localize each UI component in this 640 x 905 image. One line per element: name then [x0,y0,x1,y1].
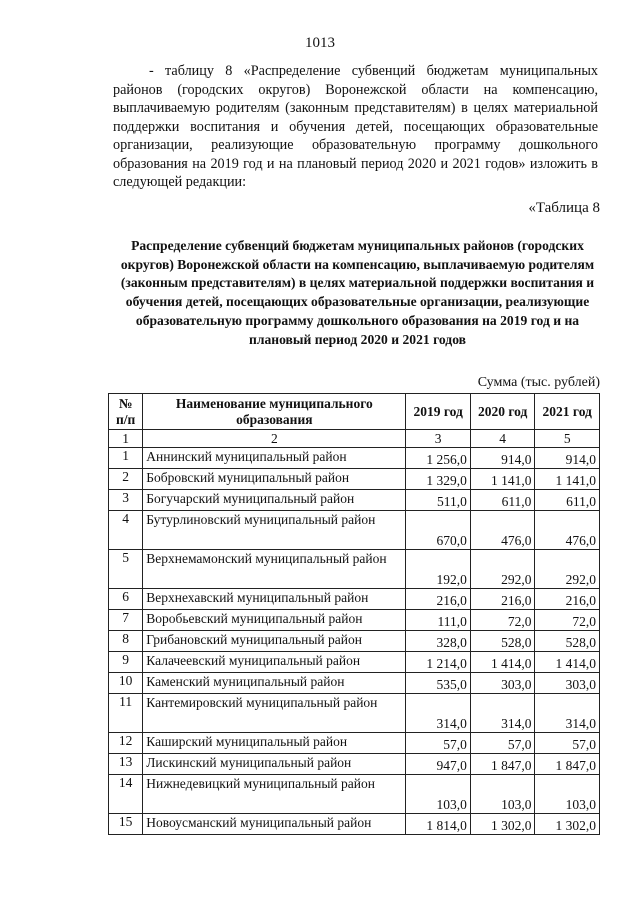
table-label: «Таблица 8 [528,200,600,216]
intro-text: - таблицу 8 «Распределение субвенций бюджетам муниципальных районов (городских округов) Воронежской области на компенсацию, выплачиваемую родителям (законным представителям) в целях материальной поддержки воспитания и обучения детей, посещающих образовательные организации, реализующие образовательную программу дошкольного образования на 2019 год и на плановый период 2020 и 2021 годов» изложить в следующей редакции: [113,63,598,190]
value-2021: 528,0 [535,631,600,652]
index-cell: 2 [143,430,406,448]
value-2021: 103,0 [535,775,600,814]
table-row [109,631,600,652]
value-2021: 216,0 [535,589,600,610]
value-2020: 314,0 [470,694,535,733]
table-row [109,448,600,469]
value-2019: 1 256,0 [406,448,471,469]
municipality-name: Грибановский муниципальный район [143,631,406,652]
row-number: 4 [109,511,143,550]
value-2020: 528,0 [470,631,535,652]
municipality-name: Кантемировский муниципальный район [143,694,406,733]
value-2019: 670,0 [406,511,471,550]
value-2019: 1 329,0 [406,469,471,490]
value-2019: 57,0 [406,733,471,754]
municipality-name: Аннинский муниципальный район [143,448,406,469]
value-2019: 1 814,0 [406,814,471,835]
row-number: 6 [109,589,143,610]
value-2021: 1 847,0 [535,754,600,775]
value-2019: 192,0 [406,550,471,589]
value-2020: 914,0 [470,448,535,469]
header-2019: 2019 год [406,394,471,430]
index-cell: 3 [406,430,471,448]
value-2021: 914,0 [535,448,600,469]
table-row [109,733,600,754]
table-row [109,652,600,673]
municipality-name: Богучарский муниципальный район [143,490,406,511]
table-body [109,448,600,835]
value-2021: 57,0 [535,733,600,754]
value-2020: 303,0 [470,673,535,694]
table-row [109,511,600,550]
value-2019: 103,0 [406,775,471,814]
value-2020: 1 302,0 [470,814,535,835]
subsidy-table [108,393,600,835]
value-2021: 314,0 [535,694,600,733]
row-number: 5 [109,550,143,589]
header-2020: 2020 год [470,394,535,430]
value-2021: 1 141,0 [535,469,600,490]
municipality-name: Бутурлиновский муниципальный район [143,511,406,550]
row-number: 10 [109,673,143,694]
row-number: 8 [109,631,143,652]
value-2019: 328,0 [406,631,471,652]
table-title: Распределение субвенций бюджетам муниципальных районов (городских округов) Воронежской области на компенсацию, выплачиваемую родителям (законным представителям) в целях материальной поддержки воспитания и обучения детей, посещающих образовательные организации, реализующие образовательную программу дошкольного образования на 2019 год и на плановый период 2020 и 2021 годов [120,238,595,347]
value-2020: 1 141,0 [470,469,535,490]
table-row [109,673,600,694]
index-cell: 5 [535,430,600,448]
row-number: 12 [109,733,143,754]
municipality-name: Новоусманский муниципальный район [143,814,406,835]
value-2021: 611,0 [535,490,600,511]
value-2019: 511,0 [406,490,471,511]
value-2021: 476,0 [535,511,600,550]
value-2020: 292,0 [470,550,535,589]
row-number: 1 [109,448,143,469]
value-2021: 303,0 [535,673,600,694]
value-2020: 611,0 [470,490,535,511]
column-index-row [109,430,600,448]
index-cell: 4 [470,430,535,448]
municipality-name: Верхнехавский муниципальный район [143,589,406,610]
value-2021: 1 414,0 [535,652,600,673]
value-2019: 535,0 [406,673,471,694]
header-name: Наименование муниципального образования [143,394,406,430]
header-2021: 2021 год [535,394,600,430]
row-number: 13 [109,754,143,775]
municipality-name: Верхнемамонский муниципальный район [143,550,406,589]
table-row [109,550,600,589]
page-number: 1013 [305,35,335,51]
table-header-row [109,394,600,430]
row-number: 3 [109,490,143,511]
value-2020: 1 847,0 [470,754,535,775]
value-2019: 314,0 [406,694,471,733]
table-row [109,775,600,814]
value-2019: 111,0 [406,610,471,631]
municipality-name: Каменский муниципальный район [143,673,406,694]
row-number: 11 [109,694,143,733]
row-number: 7 [109,610,143,631]
value-2021: 1 302,0 [535,814,600,835]
value-2021: 292,0 [535,550,600,589]
value-2020: 72,0 [470,610,535,631]
value-2020: 57,0 [470,733,535,754]
municipality-name: Воробьевский муниципальный район [143,610,406,631]
row-number: 2 [109,469,143,490]
table-row [109,589,600,610]
index-cell: 1 [109,430,143,448]
table-row [109,610,600,631]
value-2019: 947,0 [406,754,471,775]
value-2019: 1 214,0 [406,652,471,673]
value-2020: 476,0 [470,511,535,550]
row-number: 14 [109,775,143,814]
units-caption: Сумма (тыс. рублей) [477,375,600,390]
value-2019: 216,0 [406,589,471,610]
municipality-name: Нижнедевицкий муниципальный район [143,775,406,814]
intro-paragraph [113,62,598,192]
municipality-name: Каширский муниципальный район [143,733,406,754]
municipality-name: Лискинский муниципальный район [143,754,406,775]
value-2020: 1 414,0 [470,652,535,673]
value-2021: 72,0 [535,610,600,631]
table-row [109,490,600,511]
row-number: 15 [109,814,143,835]
municipality-name: Бобровский муниципальный район [143,469,406,490]
value-2020: 216,0 [470,589,535,610]
table-row [109,469,600,490]
header-num: № п/п [109,394,143,430]
row-number: 9 [109,652,143,673]
table-row [109,814,600,835]
municipality-name: Калачеевский муниципальный район [143,652,406,673]
table-row [109,694,600,733]
value-2020: 103,0 [470,775,535,814]
table-row [109,754,600,775]
